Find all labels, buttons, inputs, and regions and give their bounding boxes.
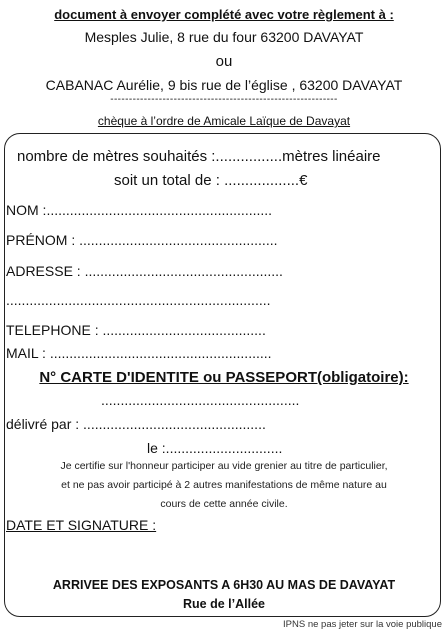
date-signature-label[interactable]: DATE ET SIGNATURE : <box>6 517 157 533</box>
separator-ou: ou <box>215 53 233 70</box>
arrivee-notice: ARRIVEE DES EXPOSANTS A 6H30 AU MAS DE DAVAYAT <box>52 578 396 592</box>
mail-field[interactable]: MAIL : ......................................................... <box>6 345 272 361</box>
rue-notice: Rue de l’Allée <box>183 597 265 611</box>
certification-line-1: Je certifie sur l'honneur participer au vide grenier au titre de particulier, <box>60 460 388 472</box>
adresse-continuation-field[interactable]: .................................................................... <box>6 292 271 308</box>
prenom-field[interactable]: PRÉNOM : ................................................... <box>6 232 278 248</box>
id-number-field[interactable]: ................................................... <box>101 392 300 408</box>
id-card-title-main: N° CARTE D'IDENTITE ou PASSEPORT <box>39 369 317 386</box>
ipns-footer: IPNS ne pas jeter sur la voie publique <box>283 619 442 630</box>
certification-line-3: cours de cette année civile. <box>160 498 288 510</box>
dashed-separator: ------------------------------------------------------------- <box>110 94 338 105</box>
nom-field[interactable]: NOM :.......................................................... <box>6 202 273 218</box>
delivre-par-field[interactable]: délivré par : ............................................... <box>6 416 266 432</box>
metres-field[interactable]: nombre de mètres souhaités :................mètres linéaire <box>17 148 381 165</box>
adresse-field[interactable]: ADRESSE : ................................................... <box>6 263 283 279</box>
cheque-instruction: chèque à l’ordre de Amicale Laïque de Davayat <box>97 114 351 128</box>
address-1: Mesples Julie, 8 rue du four 63200 DAVAYAT <box>84 29 364 45</box>
date-le-field[interactable]: le :.............................. <box>147 440 283 456</box>
header-instruction: document à envoyer complété avec votre règlement à : <box>54 7 394 22</box>
id-card-title-mandatory: (obligatoire): <box>316 369 409 386</box>
total-field[interactable]: soit un total de : ..................€ <box>114 172 308 189</box>
telephone-field[interactable]: TELEPHONE : .......................................... <box>6 322 266 338</box>
address-2: CABANAC Aurélie, 9 bis rue de l’église , 63200 DAVAYAT <box>45 77 403 93</box>
id-card-title <box>0 369 448 386</box>
certification-line-2: et ne pas avoir participé à 2 autres manifestations de même nature au <box>61 479 387 491</box>
